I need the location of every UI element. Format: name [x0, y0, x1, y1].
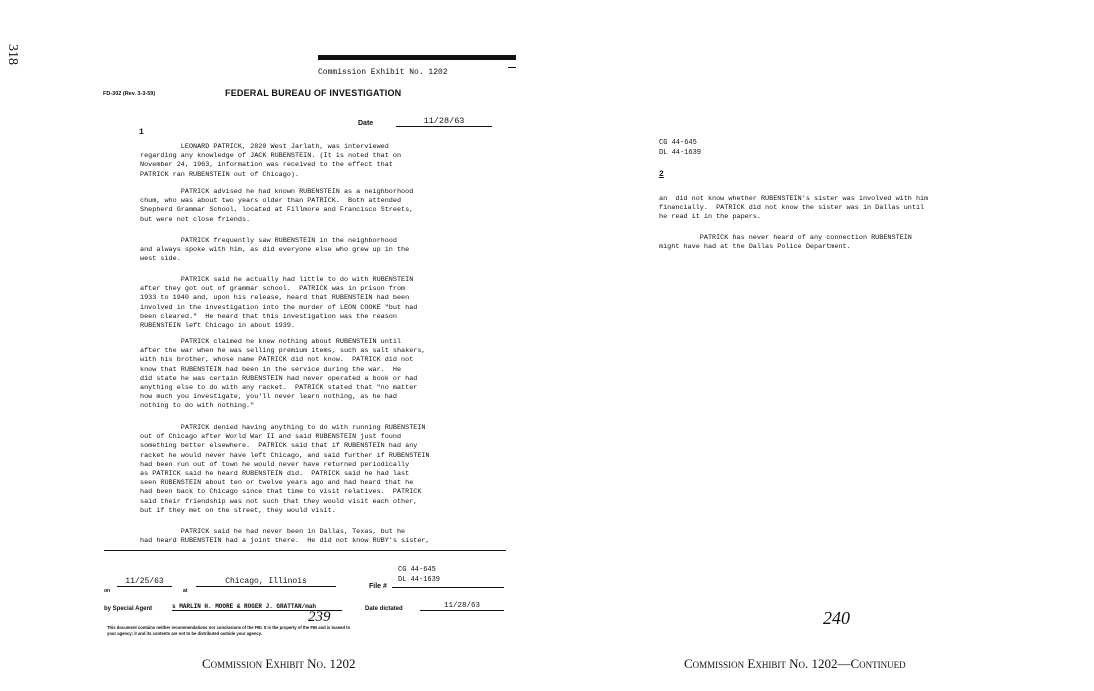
disclaimer: This document contains neither recommendations nor conclusions of the FBI. It is the property of the FBI and is loaned to your agency; it and its contents are not to be distributed outside your agency.	[107, 625, 351, 636]
form-number: FD-302 (Rev. 3-3-59)	[103, 91, 156, 97]
right-page-mark: 2	[659, 170, 664, 179]
right-ref-1: CG 44-645	[659, 139, 697, 147]
date-label: Date	[358, 120, 374, 127]
handwritten-page-240: 240	[823, 608, 850, 628]
paragraph-7: PATRICK said he had never been in Dallas, Texas, but he had heard RUBENSTEIN had a joint there. He did not know RUBY's sister,	[140, 528, 430, 546]
page-mark: 1	[139, 128, 144, 137]
paragraph-3: PATRICK frequently saw RUBENSTEIN in the neighborhood and always spoke with him, as did everyone else who grew up in the west side.	[140, 237, 410, 264]
right-paragraph-1: an did not know whether RUBENSTEIN's sister was involved with him financially. PATRICK did not know the sister was in Dallas until he read it in the papers.	[659, 195, 929, 222]
file-line	[392, 587, 504, 588]
right-paragraph-2: PATRICK has never heard of any connection RUBENSTEIN might have had at the Dallas Police Department.	[659, 234, 912, 252]
footer-rule	[104, 550, 506, 551]
header-bar	[318, 55, 516, 60]
right-ref-2: DL 44-1639	[659, 149, 702, 157]
date-value: 11/28/63	[396, 116, 492, 127]
interview-place: Chicago, Illinois	[196, 577, 336, 587]
caption-left: Commission Exhibit No. 1202	[202, 656, 356, 671]
file-number-1: CG 44-645	[398, 566, 436, 574]
caption-right: Commission Exhibit No. 1202—Continued	[684, 656, 906, 671]
file-label: File #	[369, 583, 387, 590]
agency-name: FEDERAL BUREAU OF INVESTIGATION	[225, 88, 402, 98]
agent-label: by Special Agent	[104, 606, 153, 612]
footer-at-label: at	[183, 588, 188, 594]
paragraph-6: PATRICK denied having anything to do with running RUBENSTEIN out of Chicago after World War II and said RUBENSTEIN just found something better elsewhere. PATRICK said that if RUBENSTEIN had any racket he would never have left Chicago, and said further if RUBENSTEIN had been run out of town he would never have returned periodically as PATRICK said he heard RUBENSTEIN did. PATRICK said he had last seen RUBENSTEIN about ten or twelve years ago and had heard that he had been back to Chicago since that time to visit relatives. PATRICK said their friendship was not such that they would visit each other, but if they met on the street, they would visit.	[140, 424, 430, 515]
page-number: 318	[5, 44, 20, 65]
paragraph-2: PATRICK advised he had known RUBENSTEIN as a neighborhood chum, who was about two years older than PATRICK. Both attended Shepherd Grammar School, located at Fillmore and Francisco Streets, but were not close friends.	[140, 188, 414, 224]
footer-on-label: on	[104, 588, 111, 594]
paragraph-4: PATRICK said he actually had little to do with RUBENSTEIN after they got out of grammar school. PATRICK was in prison from 1933 to 1940 and, upon his release, heard that RUBENSTEIN had been involved in the investigation into the murder of LEON COOKE "but had been cleared." He heard that this investigation was the reason RUBENSTEIN left Chicago in about 1939.	[140, 276, 418, 331]
dictated-date: 11/28/63	[420, 602, 504, 611]
handwritten-page-239: 239	[308, 609, 331, 625]
file-number-2: DL 44-1639	[398, 576, 441, 584]
interview-date: 11/25/63	[117, 577, 172, 587]
exhibit-header: Commission Exhibit No. 1202	[318, 68, 448, 77]
header-dash	[508, 67, 516, 68]
paragraph-5: PATRICK claimed he knew nothing about RUBENSTEIN until after the war when he was selling premium items, such as salt shakers, with his brother, whose name PATRICK did not know. PATRICK did not know that RUBENSTEIN had been in the service during the war. He did state he was certain RUBENSTEIN had never operated a book or had anything else to do with any racket. PATRICK stated that "no matter how much you investigate, you'll never learn nothing, as he had nothing to do with nothing."	[140, 338, 426, 411]
agent-names: s MARLIN H. MOORE & ROGER J. GRATTAN/mah	[172, 603, 342, 611]
dictated-label: Date dictated	[365, 606, 403, 612]
paragraph-1: LEONARD PATRICK, 2820 West Jarlath, was interviewed regarding any knowledge of JACK RUBENSTEIN. (It is noted that on November 24, 1963, information was received to the effect that PATRICK ran RUBENSTEIN out of Chicago).	[140, 143, 402, 179]
